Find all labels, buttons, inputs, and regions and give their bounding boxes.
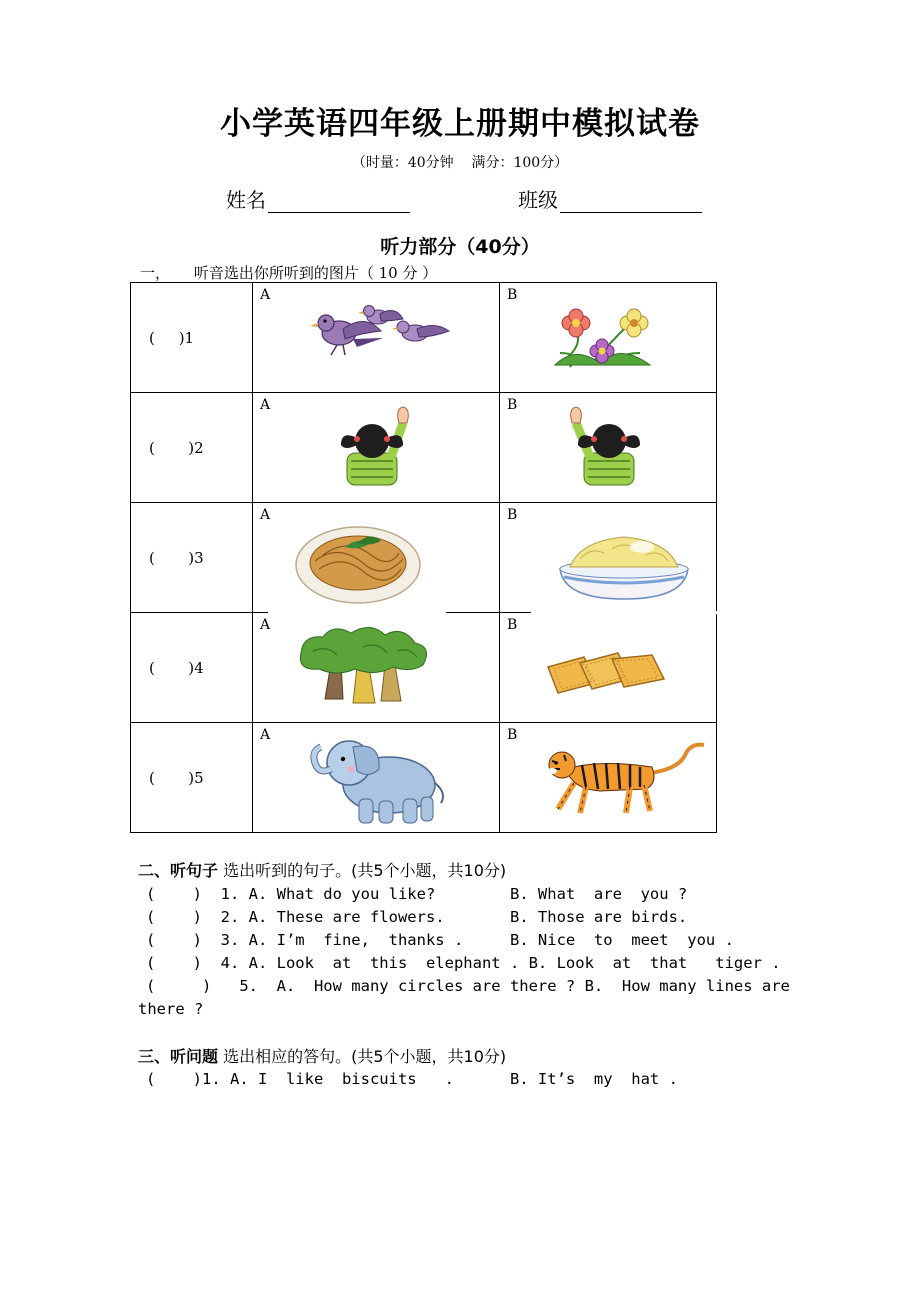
biscuits-icon: [500, 613, 717, 722]
name-label: 姓名: [226, 188, 266, 212]
answer-cell[interactable]: [131, 393, 253, 503]
name-field[interactable]: [226, 184, 410, 213]
option-b-cell[interactable]: [500, 613, 717, 723]
option-b-cell[interactable]: [500, 503, 717, 613]
part2-heading-bold: 二、听句子: [138, 861, 219, 880]
flowers-icon: [500, 283, 717, 392]
option-a-cell[interactable]: [253, 723, 500, 833]
class-field[interactable]: [518, 184, 702, 213]
birds-icon: [253, 283, 500, 392]
question-line: ( ) 5. A. How many circles are there ? B. How many lines are: [146, 977, 790, 995]
answer-cell[interactable]: [131, 723, 253, 833]
question-line: ( )1. A. I like biscuits . B. It’s my hat .: [146, 1070, 678, 1088]
girl-waving-right-icon: [253, 393, 500, 502]
question-line: ( ) 4. A. Look at this elephant . B. Look at that tiger .: [146, 954, 781, 972]
question-line: ( ) 1. A. What do you like? B. What are you ?: [146, 885, 688, 903]
elephant-icon: [253, 723, 500, 832]
question-line: ( ) 3. A. I’m fine, thanks . B. Nice to meet you .: [146, 931, 734, 949]
noodles-icon: [253, 503, 500, 612]
table-row: [131, 503, 717, 613]
class-blank[interactable]: [560, 190, 702, 213]
listening-heading: 听力部分（40分）: [380, 236, 540, 258]
rice-icon: [500, 503, 717, 612]
option-b-cell[interactable]: [500, 723, 717, 833]
option-a-cell[interactable]: [253, 503, 500, 613]
name-blank[interactable]: [268, 190, 410, 213]
option-letter: A: [260, 617, 271, 633]
part2-heading: [138, 858, 506, 881]
part2-heading-text: 选出听到的句子。(共5个小题，共10分): [218, 861, 507, 880]
option-b-cell[interactable]: [500, 393, 717, 503]
tiger-icon: [500, 723, 717, 832]
answer-cell[interactable]: [131, 503, 253, 613]
option-letter: B: [507, 287, 518, 303]
page-title: 小学英语四年级上册期中模拟试卷: [220, 106, 700, 142]
option-letter: B: [507, 397, 518, 413]
class-label: 班级: [518, 188, 558, 212]
border-gap: [268, 611, 446, 614]
question-line: ( ) 2. A. These are flowers. B. Those are birds.: [146, 908, 688, 926]
part3-heading-bold: 三、听问题: [138, 1047, 219, 1066]
option-b-cell[interactable]: [500, 283, 717, 393]
trees-icon: [253, 613, 500, 722]
question-label: ( )5: [149, 769, 204, 787]
option-a-cell[interactable]: [253, 613, 500, 723]
table-row: [131, 723, 717, 833]
answer-cell[interactable]: [131, 613, 253, 723]
part3-heading: [138, 1044, 506, 1067]
question-label: ( )2: [149, 439, 204, 457]
exam-info: （时量：40分钟 满分：100分）: [351, 155, 569, 171]
table-row: [131, 393, 717, 503]
option-letter: B: [507, 727, 518, 743]
option-letter: A: [260, 507, 271, 523]
option-letter: B: [507, 617, 518, 633]
option-a-cell[interactable]: [253, 283, 500, 393]
part1-heading: 一， 听音选出你所听到的图片（ 10 分 ）: [140, 264, 438, 282]
answer-cell[interactable]: [131, 283, 253, 393]
picture-table: [130, 282, 717, 833]
border-gap: [531, 611, 718, 614]
table-row: [131, 283, 717, 393]
option-letter: A: [260, 727, 271, 743]
table-row: [131, 613, 717, 723]
girl-waving-left-icon: [500, 393, 717, 502]
question-line: there ?: [138, 1000, 204, 1018]
option-a-cell[interactable]: [253, 393, 500, 503]
part3-heading-text: 选出相应的答句。(共5个小题，共10分): [218, 1047, 507, 1066]
question-label: ( )4: [149, 659, 204, 677]
question-label: ( )1: [149, 329, 195, 347]
question-label: ( )3: [149, 549, 204, 567]
option-letter: A: [260, 287, 271, 303]
option-letter: B: [507, 507, 518, 523]
option-letter: A: [260, 397, 271, 413]
